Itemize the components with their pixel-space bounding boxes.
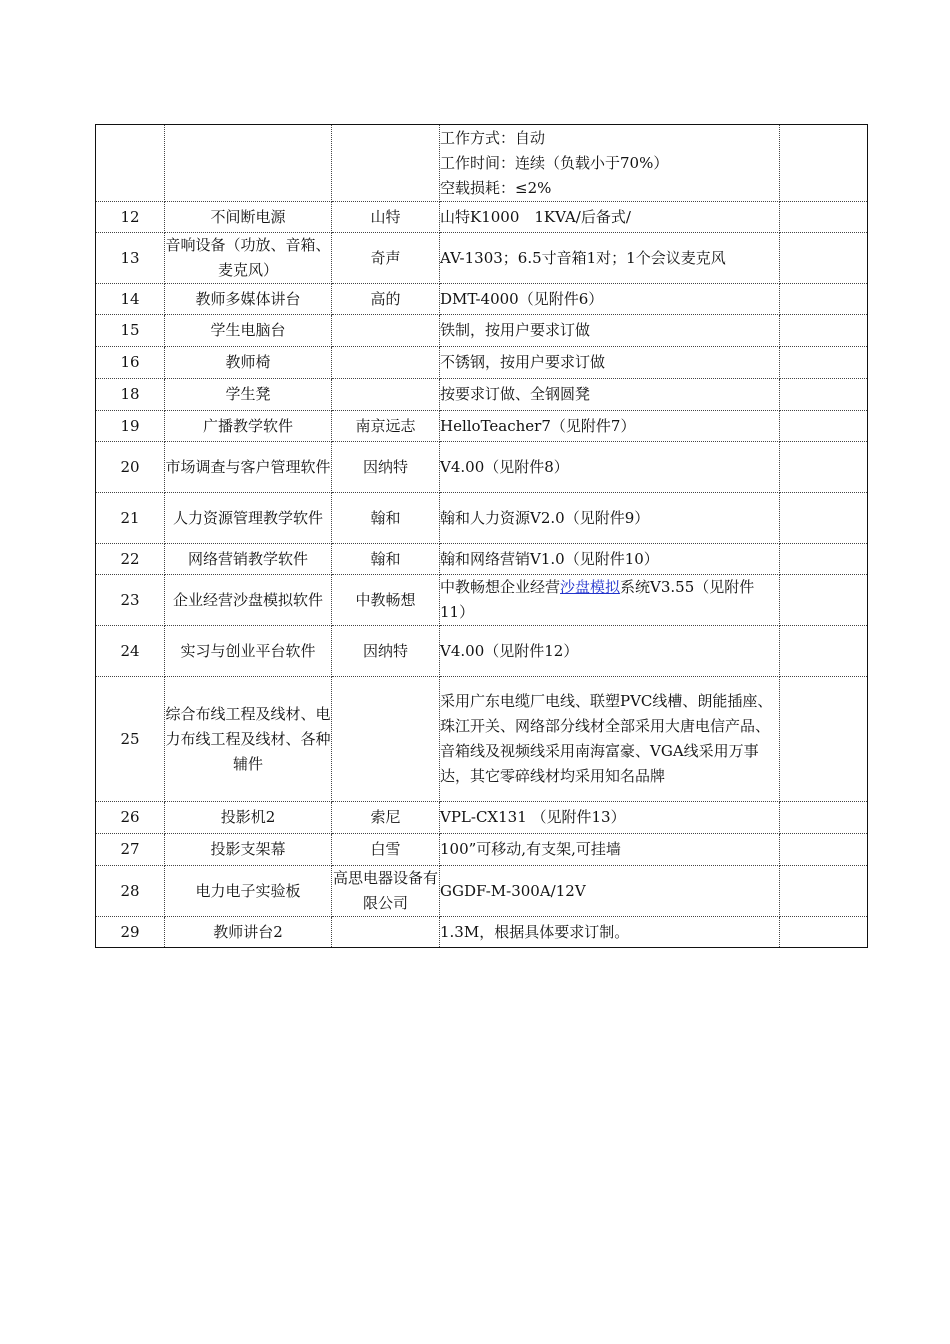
row-number: 12 (96, 202, 165, 233)
item-spec: 铁制，按用户要求订做 (440, 315, 780, 347)
item-spec: 100”可移动,有支架,可挂墙 (440, 834, 780, 866)
row-number: 29 (96, 917, 165, 948)
item-note (780, 917, 868, 948)
table-row (96, 284, 868, 315)
table-row (96, 493, 868, 544)
item-spec: 按要求订做、全钢圆凳 (440, 379, 780, 411)
table-row (96, 315, 868, 347)
item-note (780, 284, 868, 315)
table-row (96, 866, 868, 917)
row-number (96, 125, 165, 202)
item-note (780, 379, 868, 411)
item-name: 投影机2 (165, 802, 332, 834)
spec-line: 工作方式：自动 (440, 129, 546, 147)
row-number: 13 (96, 233, 165, 284)
item-spec: V4.00（见附件8） (440, 442, 780, 493)
item-name: 企业经营沙盘模拟软件 (165, 575, 332, 626)
table-row (96, 626, 868, 677)
item-note (780, 233, 868, 284)
item-note (780, 125, 868, 202)
row-number: 19 (96, 411, 165, 442)
table-row (96, 677, 868, 802)
item-name: 教师椅 (165, 347, 332, 379)
item-brand (332, 917, 440, 948)
item-brand (332, 677, 440, 802)
item-name: 学生凳 (165, 379, 332, 411)
table-row (96, 411, 868, 442)
row-number: 18 (96, 379, 165, 411)
row-number: 25 (96, 677, 165, 802)
row-number: 16 (96, 347, 165, 379)
item-note (780, 202, 868, 233)
item-note (780, 493, 868, 544)
item-spec: V4.00（见附件12） (440, 626, 780, 677)
item-spec: 翰和人力资源V2.0（见附件9） (440, 493, 780, 544)
table-row (96, 125, 868, 202)
item-brand: 中教畅想 (332, 575, 440, 626)
item-name: 学生电脑台 (165, 315, 332, 347)
table-row (96, 442, 868, 493)
item-spec: HelloTeacher7（见附件7） (440, 411, 780, 442)
item-brand: 因纳特 (332, 626, 440, 677)
item-spec: 翰和网络营销V1.0（见附件10） (440, 544, 780, 575)
row-number: 21 (96, 493, 165, 544)
item-brand: 南京远志 (332, 411, 440, 442)
sandbox-simulation-link[interactable]: 沙盘模拟 (560, 578, 621, 596)
item-name (165, 125, 332, 202)
item-note (780, 626, 868, 677)
item-note (780, 677, 868, 802)
item-brand (332, 379, 440, 411)
item-name: 实习与创业平台软件 (165, 626, 332, 677)
item-name: 市场调查与客户管理软件 (165, 442, 332, 493)
item-note (780, 544, 868, 575)
item-spec (440, 125, 780, 202)
item-brand: 高思电器设备有限公司 (332, 866, 440, 917)
item-note (780, 866, 868, 917)
item-spec (440, 575, 780, 626)
spec-text: 系统V3.55（见附件11） (440, 578, 755, 621)
row-number: 23 (96, 575, 165, 626)
table-row (96, 347, 868, 379)
spec-line: 工作时间：连续（负载小于70%） (440, 154, 669, 172)
row-number: 28 (96, 866, 165, 917)
item-brand: 奇声 (332, 233, 440, 284)
item-spec: 不锈钢，按用户要求订做 (440, 347, 780, 379)
item-name: 广播教学软件 (165, 411, 332, 442)
table-row (96, 202, 868, 233)
item-spec: DMT-4000（见附件6） (440, 284, 780, 315)
item-note (780, 442, 868, 493)
item-brand: 翰和 (332, 493, 440, 544)
item-note (780, 575, 868, 626)
table-row (96, 379, 868, 411)
item-note (780, 802, 868, 834)
row-number: 24 (96, 626, 165, 677)
item-spec: AV-1303；6.5寸音箱1对；1个会议麦克风 (440, 233, 780, 284)
item-note (780, 347, 868, 379)
item-brand: 索尼 (332, 802, 440, 834)
item-brand (332, 125, 440, 202)
item-brand: 高的 (332, 284, 440, 315)
spec-text: 中教畅想企业经营 (440, 578, 561, 596)
item-name: 投影支架幕 (165, 834, 332, 866)
item-brand (332, 347, 440, 379)
item-name: 音响设备（功放、音箱、麦克风） (165, 233, 332, 284)
table-row (96, 233, 868, 284)
item-name: 人力资源管理教学软件 (165, 493, 332, 544)
item-spec: 1.3M，根据具体要求订制。 (440, 917, 780, 948)
table-row (96, 917, 868, 948)
row-number: 20 (96, 442, 165, 493)
item-spec: 采用广东电缆厂电线、联塑PVC线槽、朗能插座、珠江开关、网络部分线材全部采用大唐电信产品、音箱线及视频线采用南海富豪、VGA线采用万事达，其它零碎线材均采用知名品牌 (440, 677, 780, 802)
spec-line: 空载损耗：≤2% (440, 179, 552, 197)
item-name: 不间断电源 (165, 202, 332, 233)
item-brand: 山特 (332, 202, 440, 233)
item-brand: 翰和 (332, 544, 440, 575)
item-name: 综合布线工程及线材、电力布线工程及线材、各种辅件 (165, 677, 332, 802)
item-spec: GGDF-M-300A/12V (440, 866, 780, 917)
table-row (96, 575, 868, 626)
equipment-spec-table (95, 124, 868, 948)
row-number: 15 (96, 315, 165, 347)
item-name: 电力电子实验板 (165, 866, 332, 917)
row-number: 27 (96, 834, 165, 866)
item-name: 教师讲台2 (165, 917, 332, 948)
item-name: 网络营销教学软件 (165, 544, 332, 575)
item-brand: 因纳特 (332, 442, 440, 493)
row-number: 22 (96, 544, 165, 575)
item-spec: 山特K1000 1KVA/后备式/ (440, 202, 780, 233)
item-brand (332, 315, 440, 347)
table-row (96, 544, 868, 575)
item-spec: VPL-CX131 （见附件13） (440, 802, 780, 834)
row-number: 14 (96, 284, 165, 315)
item-note (780, 411, 868, 442)
row-number: 26 (96, 802, 165, 834)
item-brand: 白雪 (332, 834, 440, 866)
table-row (96, 834, 868, 866)
item-name: 教师多媒体讲台 (165, 284, 332, 315)
item-note (780, 315, 868, 347)
table-row (96, 802, 868, 834)
item-note (780, 834, 868, 866)
